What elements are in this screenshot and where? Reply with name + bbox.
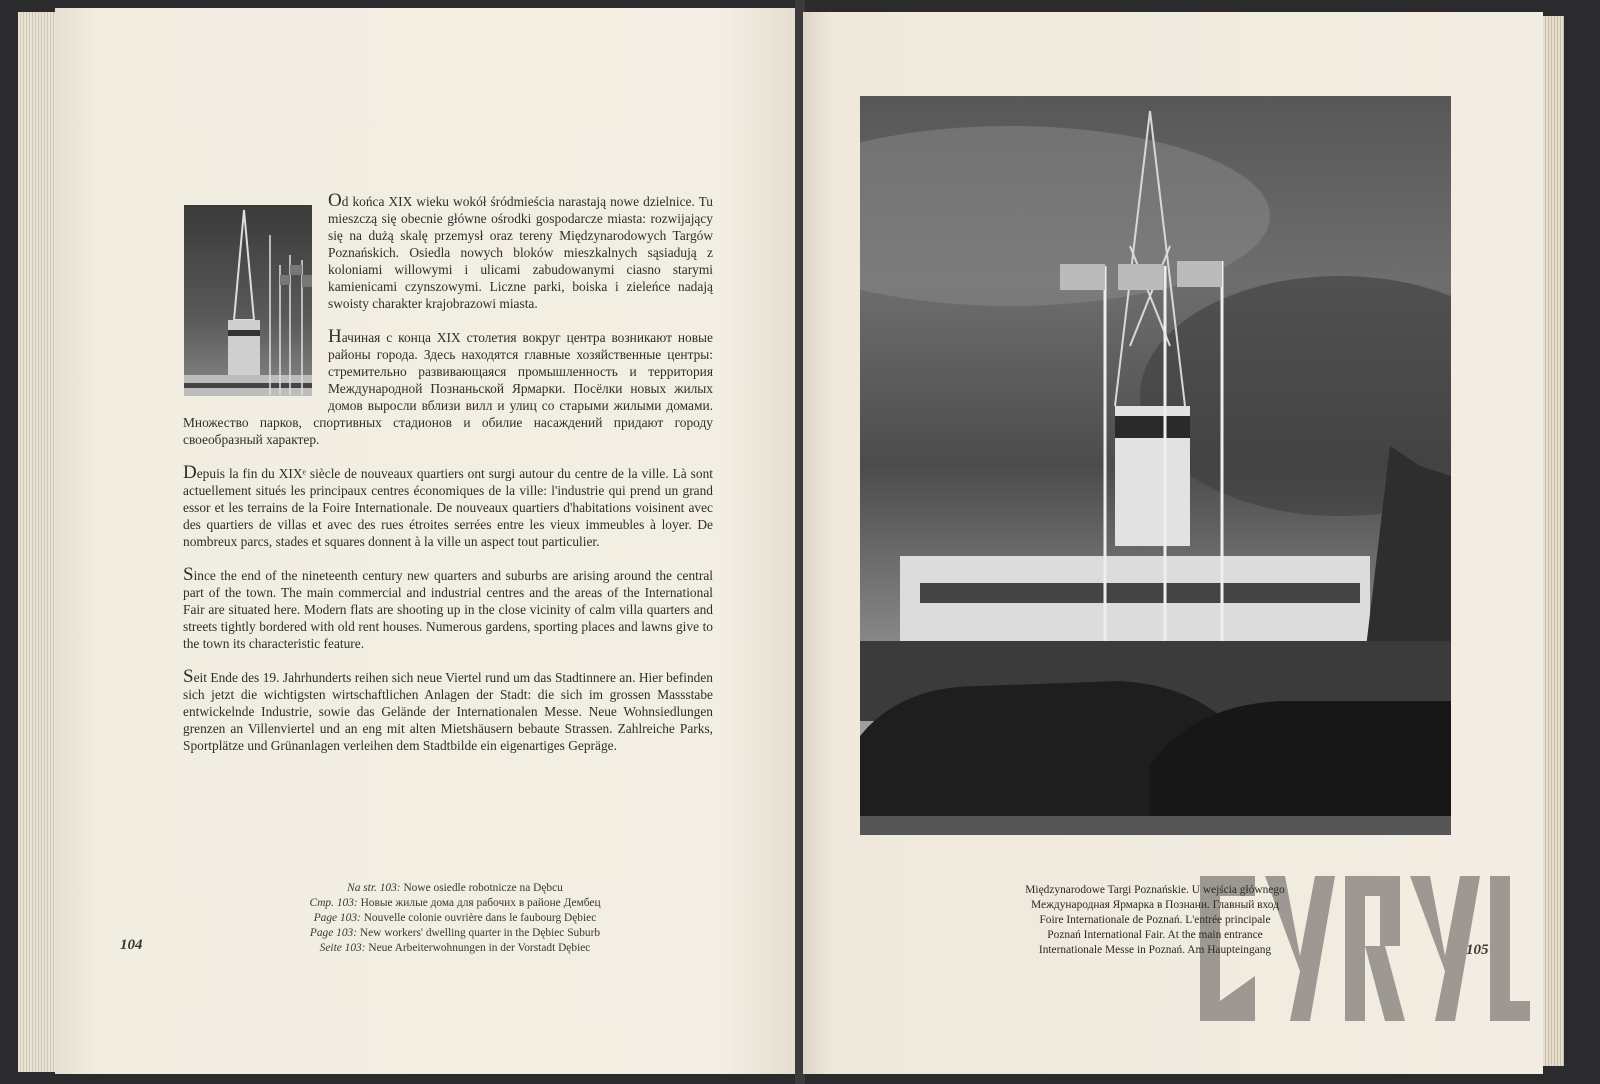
page-edges-right <box>1540 16 1564 1066</box>
caption-line: Стр. 103: Новые жилые дома для рабочих в районе Дембец <box>309 897 601 909</box>
left-page-captions <box>230 881 680 956</box>
right-page-captions <box>980 883 1330 958</box>
page-number-left: 104 <box>120 937 143 953</box>
paragraph-english: Since the end of the nineteenth century new quarters and suburbs are arising around the central part of the town. The main commercial and industrial centres and the areas of the International Fair are situated here. Modern flats are shooting up in the close vicinity of calm villa quarters and streets tightly bordered with old rent houses. Numerous gardens, sporting places and lawns give to the town its characteristic feature. <box>183 564 713 651</box>
fair-entrance-photo <box>860 96 1451 835</box>
paragraph-polish: Od końca XIX wieku wokół śródmieścia narastają nowe dzielnice. Tu mieszczą się obecnie główne ośrodki gospodarcze miasta: rozwijający się na dużą skalę przemysł oraz tereny Międzynarodowych Targów Poznańskich. Osiedla nowych bloków mieszkalnych sąsiadują z koloniami willowymi i ulicami zabudowanymi ciasno starymi kamienicami czynszowymi. Liczne parki, boiska i zieleńce nadają swoisty charakter krajobrazowi miasta. <box>328 190 713 311</box>
caption-line: Międzynarodowe Targi Poznańskie. U wejścia głównego <box>1025 884 1285 896</box>
page-number-right: 105 <box>1466 942 1489 958</box>
paragraph-german: Seit Ende des 19. Jahrhunderts reihen sich neue Viertel rund um das Stadtinnere an. Hier befinden sich jetzt die wichtigsten wirtschaftlichen Anlagen der Stadt: die sich im grossen Massstabe entwickelnde Industrie, sowie das Gelände der Internationalen Messe. Neue Wohnsiedlungen grenzen an Villenviertel und an eng mit alten Mietshäusern bebaute Strassen. Zahlreiche Parks, Sportplätze und Grünanlagen verleihen dem Stadtbilde ein eigenartiges Gepräge. <box>183 666 713 753</box>
caption-line: Seite 103: Neue Arbeiterwohnungen in der Vorstadt Dębiec <box>319 942 591 954</box>
caption-line: Page 103: Nouvelle colonie ouvrière dans le faubourg Dębiec <box>313 912 597 924</box>
body-text <box>183 190 713 771</box>
paragraph-russian: Начиная с конца XIX столетия вокруг центра возникают новые районы города. Здесь находятся главные хозяйственные центры: стремительно развивающаяся промышленность и территория Международной Познаньской Ярмарки. Посёлки новых жилых домов выросли вблизи вилл и улиц со старыми жилыми домами. Множество парков, спортивных стадионов и обилие насаждений придают городу своеобразный характер. <box>183 326 713 447</box>
caption-line: Na str. 103: Nowe osiedle robotnicze na Dębcu <box>347 882 563 894</box>
caption-line: Foire Internationale de Poznań. L'entrée principale <box>1039 914 1271 926</box>
caption-line: Международная Ярмарка в Познани. Главный вход <box>1031 899 1279 911</box>
caption-line: Internationale Messe in Poznań. Am Haupteingang <box>1038 944 1272 956</box>
caption-line: Poznań International Fair. At the main entrance <box>1047 929 1263 941</box>
caption-line: Page 103: New workers' dwelling quarter in the Dębiec Suburb <box>309 927 601 939</box>
page-edges-left <box>18 12 58 1072</box>
tower-thumbnail-photo <box>184 205 312 396</box>
paragraph-french: Depuis la fin du XIXᵉ siècle de nouveaux quartiers ont surgi autour du centre de la ville. Là sont actuellement situés les principaux centres économiques de la ville: l'industrie qui prend un grand essor et les terrains de la Foire Internationale. De nouveaux quartiers d'habitations voisinent avec des quartiers de villas et avec des rues étroites serrées entre les vieux immeubles à loyer. De nombreux parcs, stades et squares donnent à la ville un aspect tout particulier. <box>183 462 713 549</box>
